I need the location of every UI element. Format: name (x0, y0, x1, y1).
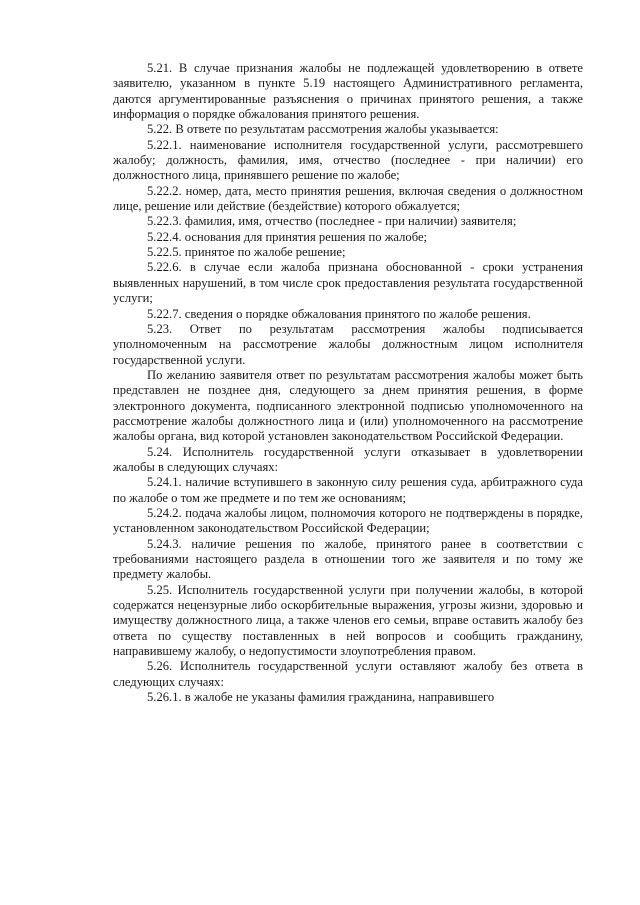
paragraph-5-22-1: 5.22.1. наименование исполнителя государственной услуги, рассмотревшего жалобу; должность, фамилия, имя, отчество (последнее - при наличии) его должностного лица, принявшего решение по жалобе; (113, 137, 583, 183)
paragraph-5-22-3: 5.22.3. фамилия, имя, отчество (последнее - при наличии) заявителя; (147, 214, 517, 229)
paragraph-5-24: 5.24. Исполнитель государственной услуги отказывает в удовлетворении жалобы в следующих случаях: (113, 444, 583, 474)
paragraph-5-24-1: 5.24.1. наличие вступившего в законную силу решения суда, арбитражного суда по жалобе о том же предмете и по тем же основаниям; (113, 475, 583, 505)
paragraph-5-22: 5.22. В ответе по результатам рассмотрения жалобы указывается: (147, 122, 499, 137)
paragraph-5-25: 5.25. Исполнитель государственной услуги при получении жалобы, в которой содержатся нецензурные либо оскорбительные выражения, угрозы жизни, здоровью и имуществу должностного лица, а также членов его семьи, вправе оставить жалобу без ответа по существу поставленных в ней вопросов и сообщить гражданину, направившему жалобу, о недопустимости злоупотребления правом. (113, 582, 583, 659)
paragraph-5-24-3: 5.24.3. наличие решения по жалобе, принятого ранее в соответствии с требованиями настоящего раздела в отношении того же заявителя и по тому же предмету жалобы. (113, 536, 583, 582)
paragraph-5-22-4: 5.22.4. основания для принятия решения по жалобе; (147, 229, 428, 244)
paragraph-5-24-2: 5.24.2. подача жалобы лицом, полномочия которого не подтверждены в порядке, установленном законодательством Российской Федерации; (113, 505, 583, 536)
paragraph-5-26: 5.26. Исполнитель государственной услуги оставляют жалобу без ответа в следующих случаях: (113, 659, 583, 689)
paragraph-5-21: 5.21. В случае признания жалобы не подлежащей удовлетворению в ответе заявителю, указанном в пункте 5.19 настоящего Административного регламента, даются аргументированные разъяснения о причинах принятого решения, а также информация о порядке обжалования принятого решения. (113, 61, 583, 122)
paragraph-5-22-6: 5.22.6. в случае если жалоба признана обоснованной - сроки устранения выявленных нарушений, в том числе срок предоставления результата государственной услуги; (113, 260, 583, 306)
paragraph-5-22-5: 5.22.5. принятое по жалобе решение; (147, 245, 346, 260)
paragraph-5-22-7: 5.22.7. сведения о порядке обжалования принятого по жалобе решения. (147, 306, 531, 321)
document-body (113, 61, 583, 705)
paragraph-electronic-response: По желанию заявителя ответ по результатам рассмотрения жалобы может быть представлен не позднее дня, следующего за днем принятия решения, в форме электронного документа, подписанного электронной подписью уполномоченного на рассмотрение жалобы должностного лица и (или) уполномоченного на рассмотрение жалобы органа, вид которой установлен законодательством Российской Федерации. (113, 367, 583, 444)
paragraph-5-22-2: 5.22.2. номер, дата, место принятия решения, включая сведения о должностном лице, решение или действие (бездействие) которого обжалуется; (113, 183, 583, 214)
paragraph-5-23: 5.23. Ответ по результатам рассмотрения жалобы подписывается уполномоченным на рассмотрение жалобы должностным лицом исполнителя государственной услуги. (113, 321, 583, 367)
paragraph-5-26-1: 5.26.1. в жалобе не указаны фамилия гражданина, направившего (147, 690, 495, 705)
